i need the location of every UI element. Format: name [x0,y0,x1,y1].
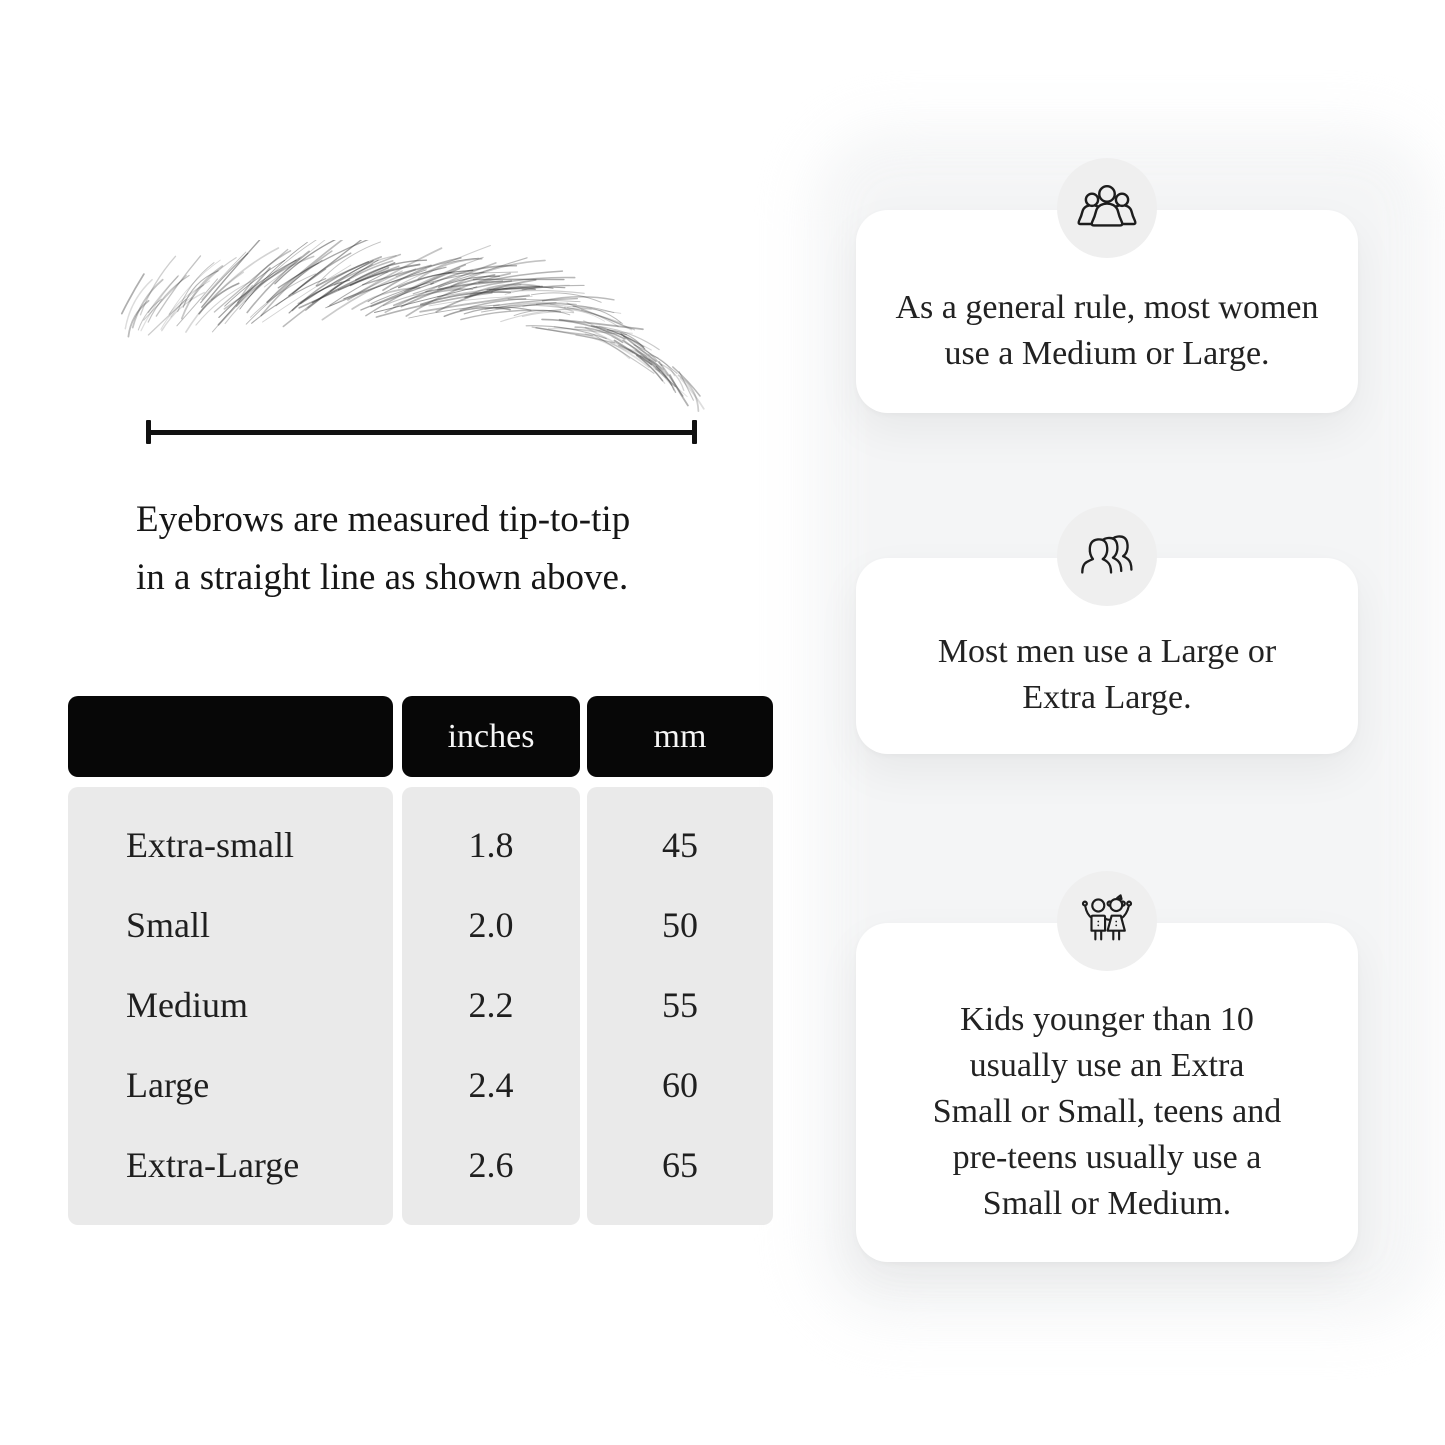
measurement-line-right-cap [692,420,697,444]
table-cell-mm: 55 [662,985,698,1025]
table-cell-size-label: Medium [126,985,248,1025]
info-card-text [938,629,1276,721]
info-card-text [933,997,1281,1227]
eyebrow-illustration [110,240,710,420]
women-group-icon [1076,177,1138,239]
men-group-icon [1076,525,1138,587]
card-text-line: pre-teens usually use a [952,1138,1262,1176]
size-table-body-mm [587,787,773,1225]
table-cell-inches: 2.6 [468,1145,514,1185]
measurement-line [146,420,697,444]
card-text-line: As a general rule, most women [895,288,1319,326]
measurement-caption [136,491,736,607]
size-table-header-inches: inches [402,696,580,777]
info-card-women [856,210,1358,413]
table-cell-size-label: Extra-small [126,825,294,865]
table-cell-mm: 65 [662,1145,698,1185]
card-text-line: usually use an Extra [969,1046,1245,1084]
card-text-line: use a Medium or Large. [944,334,1270,372]
table-cell-mm: 60 [662,1065,698,1105]
card-text-line: Small or Medium. [982,1184,1232,1222]
icon-circle [1057,158,1157,258]
caption-line-2: in a straight line as shown above. [136,557,629,598]
size-table-column-inches [402,696,580,1225]
size-table-column-mm [587,696,773,1225]
table-cell-size-label: Small [126,905,211,945]
size-table [68,696,773,1225]
caption-line-1: Eyebrows are measured tip-to-tip [136,499,631,540]
size-table-header-mm: mm [587,696,773,777]
size-table-header-blank [68,696,393,777]
size-table-body-sizes [68,787,393,1225]
table-cell-mm: 50 [662,905,698,945]
size-table-column-sizes [68,696,393,1225]
table-cell-inches: 1.8 [468,825,514,865]
info-card-men [856,558,1358,754]
measurement-line-bar [151,430,692,435]
table-cell-inches: 2.0 [468,905,514,945]
info-card-text [896,285,1319,377]
table-cell-inches: 2.4 [468,1065,514,1105]
info-card-kids [856,923,1358,1262]
icon-circle [1057,871,1157,971]
card-text-line: Extra Large. [1022,679,1192,716]
card-text-line: Most men use a Large or [937,633,1277,670]
icon-circle [1057,506,1157,606]
table-cell-inches: 2.2 [468,985,514,1025]
eyebrow-sketch [110,240,710,420]
table-cell-size-label: Large [126,1065,210,1105]
table-cell-mm: 45 [662,825,698,865]
kids-icon [1076,890,1138,952]
card-text-line: Kids younger than 10 [960,1000,1254,1038]
size-table-body-inches [402,787,580,1225]
table-cell-size-label: Extra-Large [126,1145,300,1185]
card-text-line: Small or Small, teens and [932,1092,1282,1130]
